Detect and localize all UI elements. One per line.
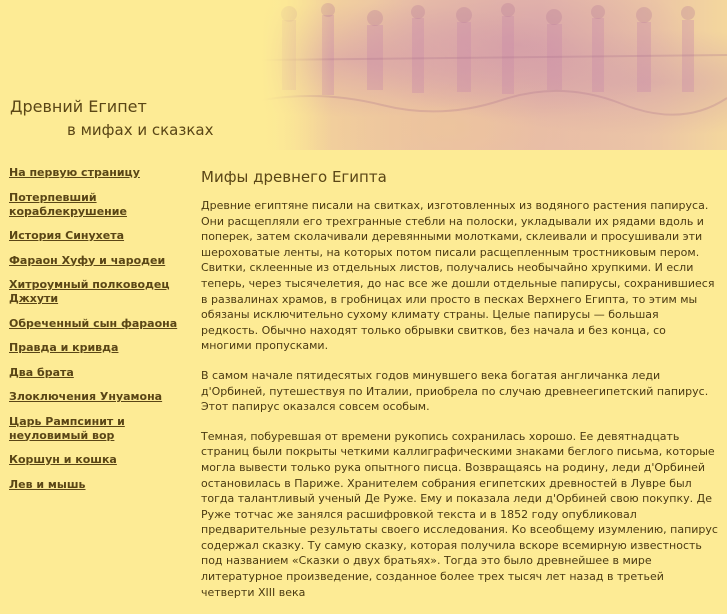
nav-link-lion-mouse[interactable]: Лев и мышь (9, 477, 86, 491)
egyptian-fresco-banner (262, 0, 727, 150)
paragraph-3: Темная, побуревшая от времени рукопись сохранилась хорошо. Ее девятнадцать страниц были покрыты четкими каллиграфическими знаками беглого письма, которые могла вывести только рука опытного писца. Возвращаясь на родину, леди д'Орбиней остановилась в Париже. Хранителем собрания египетских древностей в Лувре был тогда талантливый ученый Де Руже. Ему и показала леди д'Орбиней свою покупку. Де Руже тотчас же занялся расшифровкой текста и в 1852 году опубликовал предварительные результаты своего исследования. Ко всеобщему изумлению, папирус содержал сказку. Ту самую сказку, которая получила вскоре всемирную известность под названием «Сказки о двух братьях». Тогда это было древнейшее в мире литературное произведение, созданное более трех тысяч лет назад в третьей четверти XIII века (201, 429, 718, 599)
site-subtitle: в мифах и сказках (67, 121, 214, 139)
nav-link-djehuty[interactable]: Хитроумный полководец Джхути (9, 278, 170, 305)
nav-link-kite-cat[interactable]: Коршун и кошка (9, 453, 117, 466)
main-content (201, 168, 719, 614)
sidebar-nav (9, 166, 193, 502)
site-title: Древний Египет (10, 97, 147, 116)
paragraph-2: В самом начале пятидесятых годов минувшего века богатая англичанка леди д'Орбиней, путешествуя по Италии, приобрела по случаю древнеегипетский папирус. Этот папирус оказался совсем особым. (201, 368, 709, 414)
nav-link-doomed-prince[interactable]: Обреченный сын фараона (9, 316, 178, 330)
fresco-figures (262, 0, 727, 150)
nav-link-rhampsinit[interactable]: Царь Рампсинит и неуловимый вор (9, 414, 125, 442)
nav-link-two-brothers[interactable]: Два брата (9, 365, 74, 379)
nav-link-wenamun[interactable]: Злоключения Унуамона (9, 390, 163, 403)
nav-link-home[interactable]: На первую страницу (9, 166, 140, 179)
nav-link-khufu[interactable]: Фараон Хуфу и чародеи (9, 253, 166, 267)
page-header (0, 0, 727, 150)
paragraph-1: Древние египтяне писали на свитках, изготовленных из водяного растения папируса. Они расщепляли его трехгранные стебли на полоски, укладывали их рядами вдоль и поперек, затем сколачивали деревянными молотками, склеивали и просушивали эти шероховатые ленты, на которых потом писали расщепленным тростниковым пером. Свитки, склеенные из отдельных листов, получались необычайно хрупкими. И если теперь, через тысячелетия, до нас все же дошли отдельные папирусы, сохранившиеся в развалинах храмов, в гробницах или просто в песках Верхнего Египта, то этим мы обязаны исключительно сухому климату страны. Целые папирусы — большая редкость. Обычно находят только обрывки свитков, без начала и без конца, со многими пропусками. (201, 199, 715, 353)
nav-link-sinuhe[interactable]: История Синухета (9, 229, 125, 242)
page-title: Мифы древнего Египта (201, 168, 387, 186)
nav-link-truth-falsehood[interactable]: Правда и кривда (9, 341, 119, 354)
nav-link-shipwrecked[interactable]: Потерпевший кораблекрушение (9, 190, 127, 218)
